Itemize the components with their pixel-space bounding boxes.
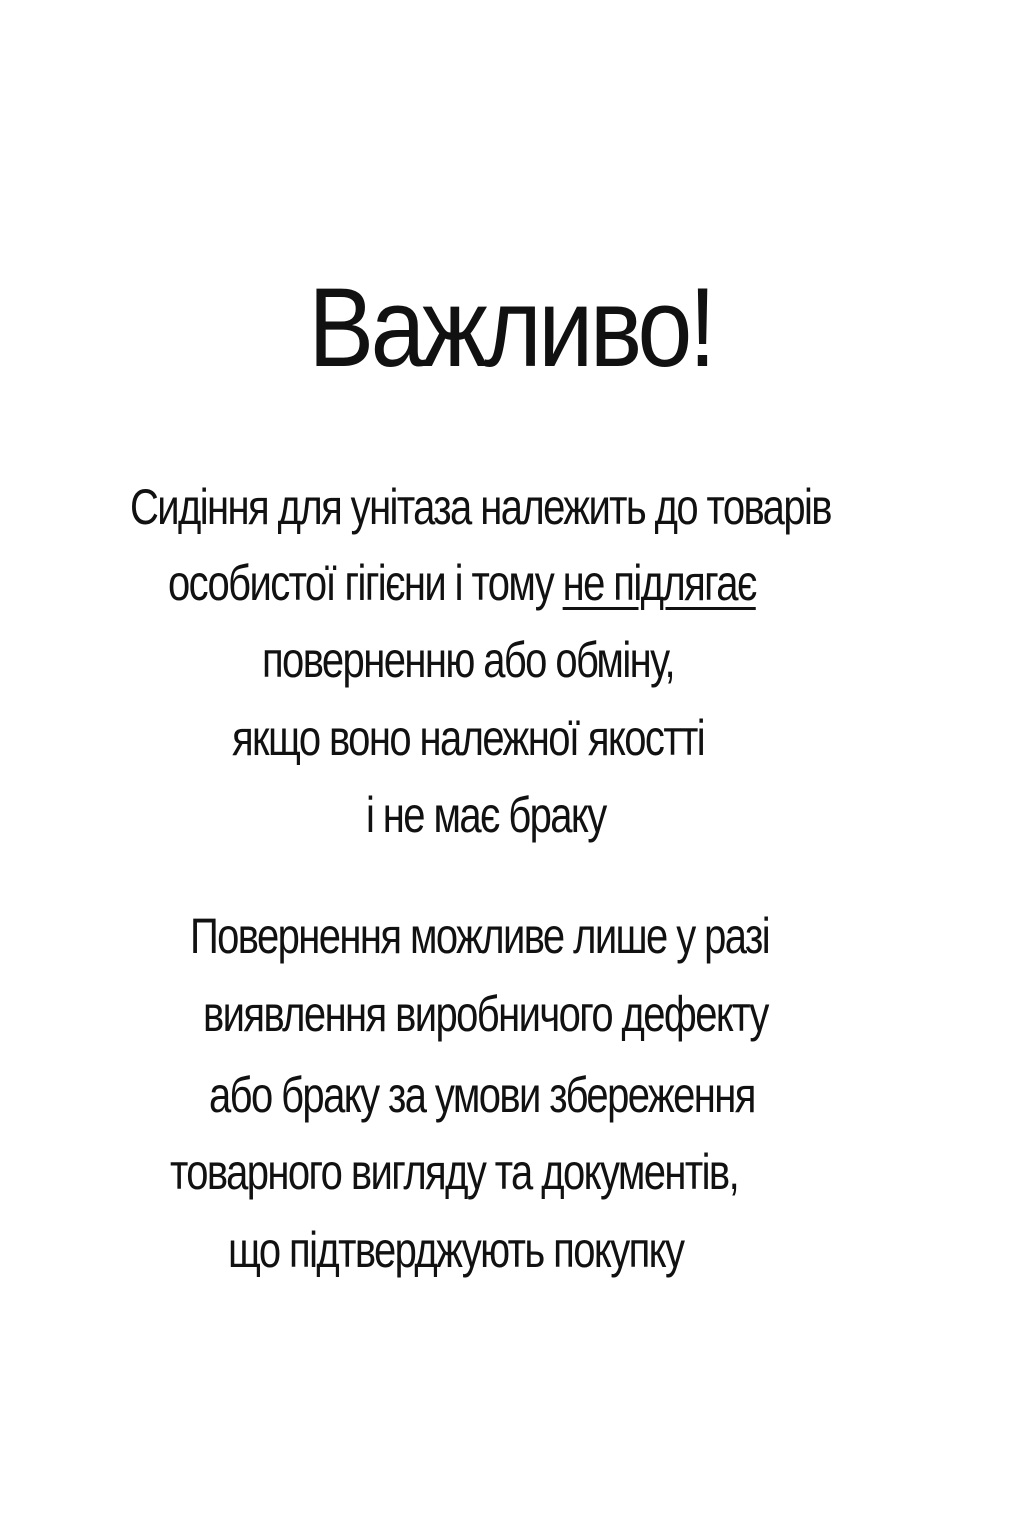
policy-line: або браку за умови збереження	[209, 1067, 755, 1123]
policy-line: Повернення можливе лише у разі	[190, 908, 769, 964]
notice-line-text: особистої гігієни і тому	[168, 555, 554, 611]
policy-line: що підтверджують покупку	[228, 1222, 684, 1278]
page-title: Важливо!	[308, 265, 713, 390]
notice-line: Сидіння для унітаза належить до товарів	[130, 479, 831, 535]
no-return-emphasis: не підлягає	[562, 555, 756, 611]
notice-line	[168, 553, 756, 613]
notice-line: поверненню або обміну,	[262, 632, 675, 688]
notice-line: якщо воно належної якостті	[232, 710, 705, 766]
notice-line: і не має браку	[366, 787, 606, 843]
policy-line: товарного вигляду та документів,	[170, 1144, 739, 1200]
policy-line: виявлення виробничого дефекту	[203, 986, 768, 1042]
